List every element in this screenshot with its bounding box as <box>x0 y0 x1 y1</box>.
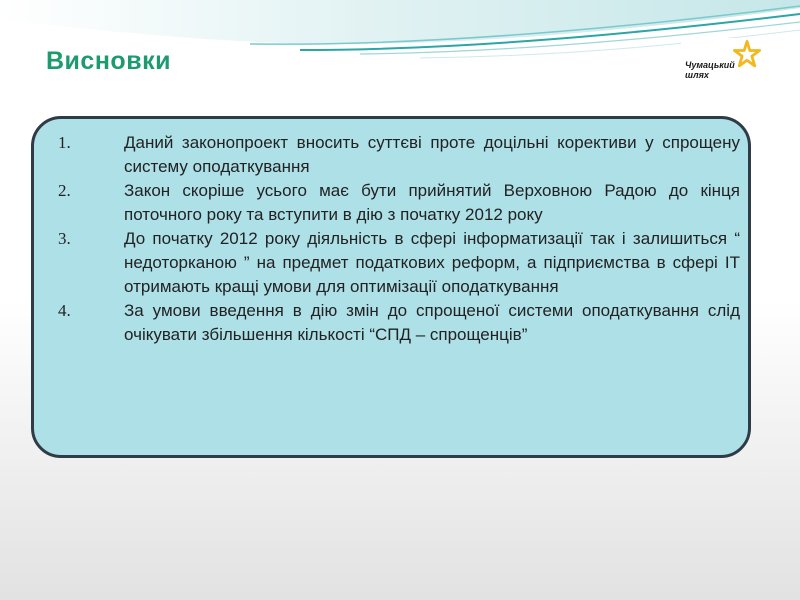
logo-line-1: Чумацький <box>685 60 735 70</box>
conclusions-box <box>31 116 751 458</box>
item-text: Даний законопроект вносить суттєві проте доцільні корективи у спрощену систему оподаткування <box>124 133 740 176</box>
wave-band <box>0 0 800 44</box>
item-number: 1. <box>58 133 71 152</box>
item-text: За умови введення в дію змін до спрощеної системи оподаткування слід очікувати збільшення кількості “СПД – спрощенців” <box>124 301 740 344</box>
list-item <box>58 131 744 179</box>
item-number: 3. <box>58 229 71 248</box>
item-number: 4. <box>58 301 71 320</box>
star-icon <box>733 40 761 68</box>
list-item <box>58 299 744 347</box>
item-text: Закон скоріше усього має бути прийнятий Верховною Радою до кінця поточного року та вступити в дію з початку 2012 року <box>124 181 740 224</box>
logo <box>681 38 769 86</box>
logo-text <box>685 60 735 80</box>
conclusions-list <box>58 131 744 347</box>
logo-line-2: шлях <box>685 70 709 80</box>
list-item <box>58 179 744 227</box>
item-number: 2. <box>58 181 71 200</box>
list-item <box>58 227 744 299</box>
slide-title: Висновки <box>46 47 171 75</box>
item-text: До початку 2012 року діяльність в сфері інформатизації так і залишиться “ недоторканою ” на предмет податкових реформ, а підприємства в сфері ІТ отримають кращі умови для оптимізації оподаткування <box>124 229 740 296</box>
